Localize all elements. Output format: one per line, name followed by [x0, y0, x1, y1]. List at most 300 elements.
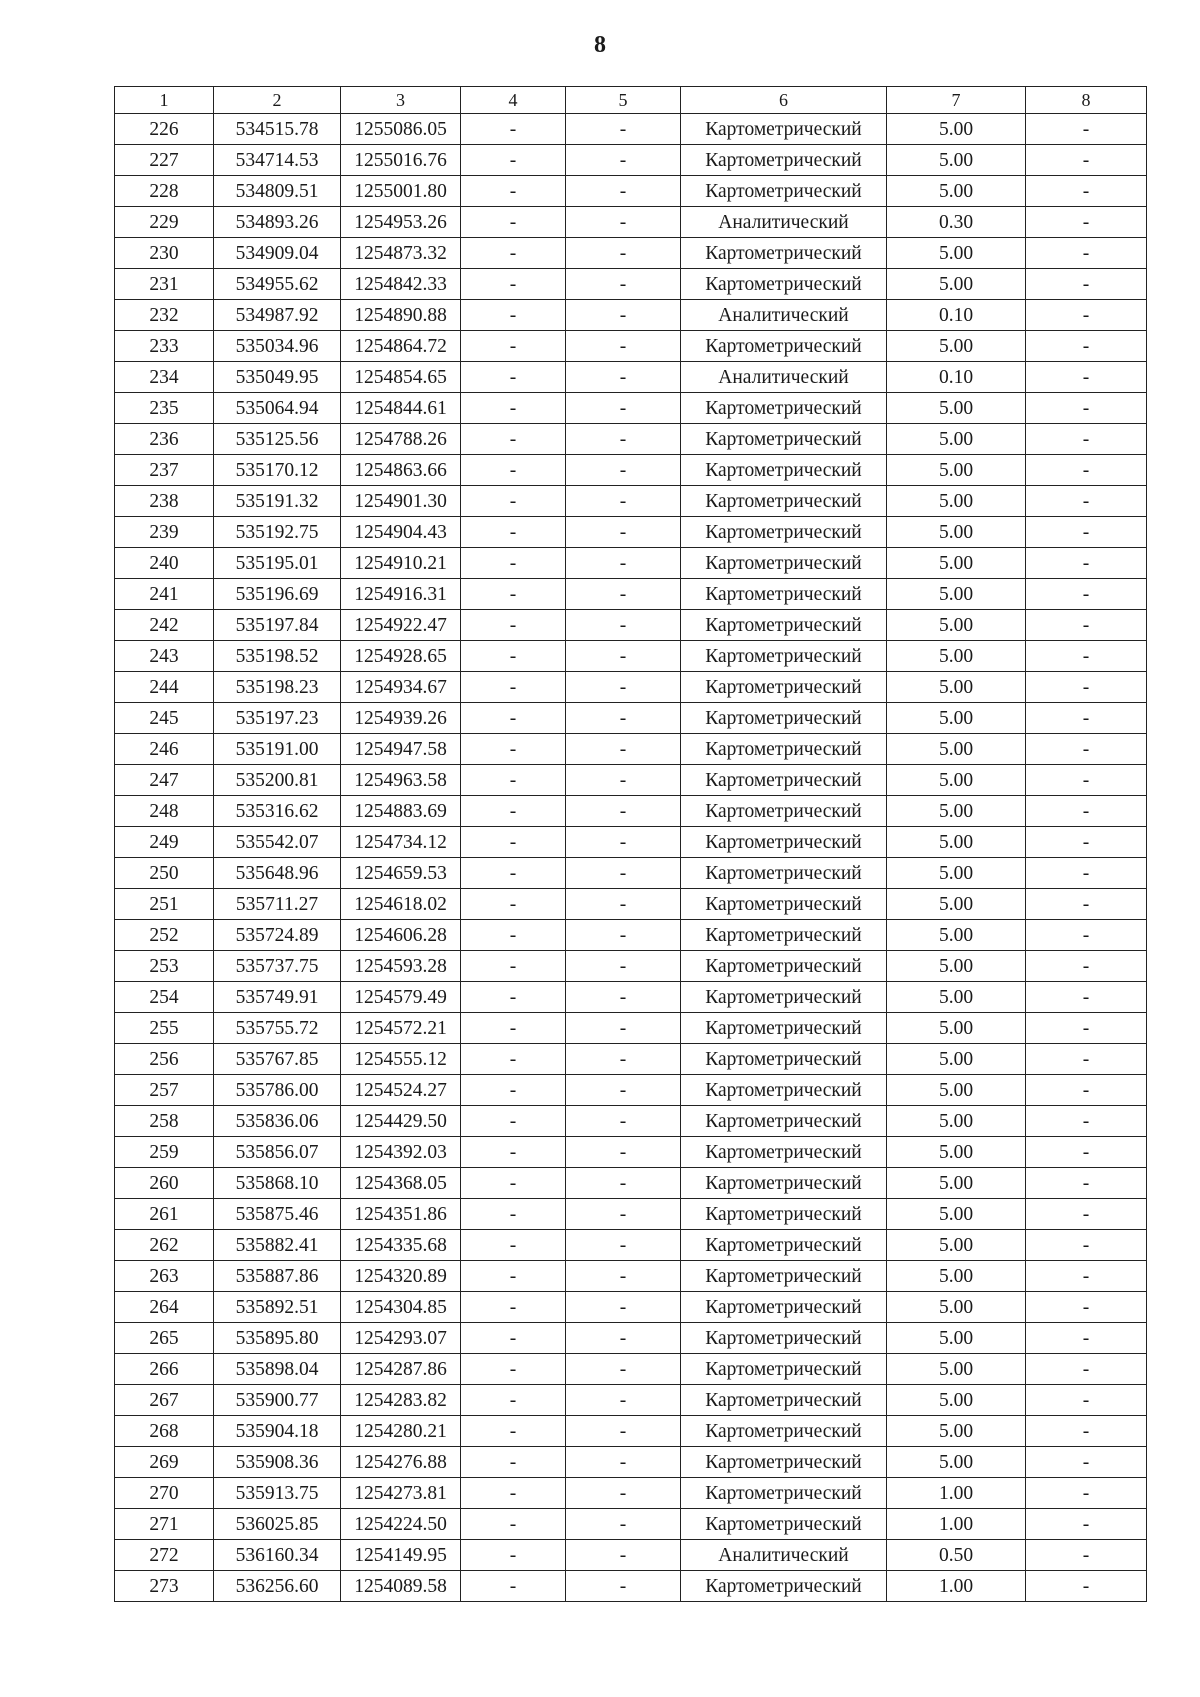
accuracy-cell: 5.00	[887, 703, 1026, 734]
point-number-cell: 230	[115, 238, 214, 269]
table-row	[115, 796, 1147, 827]
column-5-value-cell: -	[566, 517, 681, 548]
table-row	[115, 1106, 1147, 1137]
point-number-cell: 258	[115, 1106, 214, 1137]
column-8-value-cell: -	[1026, 858, 1147, 889]
table-row	[115, 269, 1147, 300]
column-8-value-cell: -	[1026, 1292, 1147, 1323]
accuracy-cell: 5.00	[887, 1230, 1026, 1261]
column-number-header: 2	[214, 87, 341, 114]
column-4-value-cell: -	[461, 1509, 566, 1540]
point-number-cell: 254	[115, 982, 214, 1013]
column-5-value-cell: -	[566, 951, 681, 982]
column-4-value-cell: -	[461, 610, 566, 641]
column-8-value-cell: -	[1026, 672, 1147, 703]
coordinate-y-cell: 1254863.66	[341, 455, 461, 486]
point-number-cell: 245	[115, 703, 214, 734]
coordinate-y-cell: 1254883.69	[341, 796, 461, 827]
method-cell: Картометрический	[681, 486, 887, 517]
column-8-value-cell: -	[1026, 1385, 1147, 1416]
table-row	[115, 579, 1147, 610]
column-5-value-cell: -	[566, 1044, 681, 1075]
point-number-cell: 261	[115, 1199, 214, 1230]
coordinate-y-cell: 1254593.28	[341, 951, 461, 982]
table-row	[115, 1354, 1147, 1385]
coordinate-x-cell: 535868.10	[214, 1168, 341, 1199]
table-row	[115, 703, 1147, 734]
coordinate-y-cell: 1254916.31	[341, 579, 461, 610]
point-number-cell: 228	[115, 176, 214, 207]
table-row	[115, 1447, 1147, 1478]
column-4-value-cell: -	[461, 734, 566, 765]
table-row	[115, 300, 1147, 331]
point-number-cell: 259	[115, 1137, 214, 1168]
coordinate-y-cell: 1254788.26	[341, 424, 461, 455]
column-5-value-cell: -	[566, 455, 681, 486]
column-4-value-cell: -	[461, 1571, 566, 1602]
column-4-value-cell: -	[461, 269, 566, 300]
table-row	[115, 672, 1147, 703]
table-row	[115, 331, 1147, 362]
column-5-value-cell: -	[566, 114, 681, 145]
column-8-value-cell: -	[1026, 114, 1147, 145]
column-5-value-cell: -	[566, 827, 681, 858]
table-row	[115, 1385, 1147, 1416]
table-row	[115, 486, 1147, 517]
coordinate-x-cell: 535749.91	[214, 982, 341, 1013]
point-number-cell: 229	[115, 207, 214, 238]
accuracy-cell: 1.00	[887, 1509, 1026, 1540]
coordinate-y-cell: 1254844.61	[341, 393, 461, 424]
coordinate-y-cell: 1254842.33	[341, 269, 461, 300]
coordinate-y-cell: 1254934.67	[341, 672, 461, 703]
column-5-value-cell: -	[566, 269, 681, 300]
coordinate-x-cell: 535125.56	[214, 424, 341, 455]
accuracy-cell: 5.00	[887, 765, 1026, 796]
table-row	[115, 1261, 1147, 1292]
coordinate-x-cell: 535191.32	[214, 486, 341, 517]
coordinate-y-cell: 1254606.28	[341, 920, 461, 951]
table-row	[115, 1199, 1147, 1230]
accuracy-cell: 5.00	[887, 827, 1026, 858]
coordinate-x-cell: 534515.78	[214, 114, 341, 145]
method-cell: Аналитический	[681, 207, 887, 238]
column-8-value-cell: -	[1026, 1230, 1147, 1261]
column-8-value-cell: -	[1026, 1044, 1147, 1075]
table-row	[115, 765, 1147, 796]
column-5-value-cell: -	[566, 1478, 681, 1509]
column-8-value-cell: -	[1026, 796, 1147, 827]
column-5-value-cell: -	[566, 1447, 681, 1478]
method-cell: Аналитический	[681, 1540, 887, 1571]
column-4-value-cell: -	[461, 1447, 566, 1478]
coordinate-y-cell: 1254928.65	[341, 641, 461, 672]
table-row	[115, 145, 1147, 176]
accuracy-cell: 5.00	[887, 796, 1026, 827]
point-number-cell: 265	[115, 1323, 214, 1354]
point-number-cell: 247	[115, 765, 214, 796]
coordinates-table	[114, 86, 1147, 1602]
accuracy-cell: 5.00	[887, 455, 1026, 486]
column-4-value-cell: -	[461, 796, 566, 827]
table-row	[115, 1230, 1147, 1261]
column-4-value-cell: -	[461, 579, 566, 610]
column-8-value-cell: -	[1026, 517, 1147, 548]
column-5-value-cell: -	[566, 1571, 681, 1602]
column-8-value-cell: -	[1026, 1106, 1147, 1137]
method-cell: Картометрический	[681, 1478, 887, 1509]
accuracy-cell: 5.00	[887, 145, 1026, 176]
column-8-value-cell: -	[1026, 238, 1147, 269]
column-5-value-cell: -	[566, 1261, 681, 1292]
column-8-value-cell: -	[1026, 362, 1147, 393]
column-number-header: 3	[341, 87, 461, 114]
column-5-value-cell: -	[566, 1199, 681, 1230]
point-number-cell: 244	[115, 672, 214, 703]
column-8-value-cell: -	[1026, 610, 1147, 641]
column-4-value-cell: -	[461, 207, 566, 238]
coordinate-x-cell: 535711.27	[214, 889, 341, 920]
coordinate-y-cell: 1254904.43	[341, 517, 461, 548]
column-4-value-cell: -	[461, 1540, 566, 1571]
column-8-value-cell: -	[1026, 1354, 1147, 1385]
table-row	[115, 920, 1147, 951]
accuracy-cell: 5.00	[887, 858, 1026, 889]
coordinate-x-cell: 535196.69	[214, 579, 341, 610]
method-cell: Картометрический	[681, 1509, 887, 1540]
coordinate-x-cell: 535197.84	[214, 610, 341, 641]
table-row	[115, 114, 1147, 145]
coordinate-x-cell: 535724.89	[214, 920, 341, 951]
table-row	[115, 641, 1147, 672]
column-8-value-cell: -	[1026, 734, 1147, 765]
column-5-value-cell: -	[566, 765, 681, 796]
table-row	[115, 734, 1147, 765]
column-5-value-cell: -	[566, 1137, 681, 1168]
accuracy-cell: 5.00	[887, 486, 1026, 517]
table-row	[115, 1540, 1147, 1571]
point-number-cell: 249	[115, 827, 214, 858]
method-cell: Картометрический	[681, 548, 887, 579]
column-4-value-cell: -	[461, 1478, 566, 1509]
column-8-value-cell: -	[1026, 1137, 1147, 1168]
point-number-cell: 273	[115, 1571, 214, 1602]
point-number-cell: 237	[115, 455, 214, 486]
coordinate-y-cell: 1254922.47	[341, 610, 461, 641]
coordinate-x-cell: 535195.01	[214, 548, 341, 579]
coordinate-x-cell: 535767.85	[214, 1044, 341, 1075]
accuracy-cell: 5.00	[887, 114, 1026, 145]
column-5-value-cell: -	[566, 858, 681, 889]
method-cell: Картометрический	[681, 610, 887, 641]
column-4-value-cell: -	[461, 951, 566, 982]
table-row	[115, 517, 1147, 548]
point-number-cell: 255	[115, 1013, 214, 1044]
point-number-cell: 250	[115, 858, 214, 889]
column-5-value-cell: -	[566, 796, 681, 827]
point-number-cell: 243	[115, 641, 214, 672]
method-cell: Картометрический	[681, 424, 887, 455]
column-8-value-cell: -	[1026, 1416, 1147, 1447]
column-5-value-cell: -	[566, 1540, 681, 1571]
column-5-value-cell: -	[566, 1106, 681, 1137]
method-cell: Картометрический	[681, 517, 887, 548]
point-number-cell: 226	[115, 114, 214, 145]
method-cell: Картометрический	[681, 858, 887, 889]
method-cell: Картометрический	[681, 765, 887, 796]
accuracy-cell: 5.00	[887, 1354, 1026, 1385]
column-4-value-cell: -	[461, 1261, 566, 1292]
column-8-value-cell: -	[1026, 1261, 1147, 1292]
table-row	[115, 610, 1147, 641]
accuracy-cell: 5.00	[887, 548, 1026, 579]
column-8-value-cell: -	[1026, 176, 1147, 207]
coordinate-x-cell: 535170.12	[214, 455, 341, 486]
method-cell: Картометрический	[681, 982, 887, 1013]
column-number-header: 1	[115, 87, 214, 114]
coordinate-x-cell: 535198.52	[214, 641, 341, 672]
table-row	[115, 362, 1147, 393]
coordinate-x-cell: 534909.04	[214, 238, 341, 269]
table-row	[115, 455, 1147, 486]
column-4-value-cell: -	[461, 517, 566, 548]
method-cell: Аналитический	[681, 362, 887, 393]
method-cell: Картометрический	[681, 641, 887, 672]
point-number-cell: 234	[115, 362, 214, 393]
point-number-cell: 235	[115, 393, 214, 424]
method-cell: Картометрический	[681, 734, 887, 765]
column-5-value-cell: -	[566, 1292, 681, 1323]
coordinate-y-cell: 1254224.50	[341, 1509, 461, 1540]
coordinate-x-cell: 535755.72	[214, 1013, 341, 1044]
coordinate-x-cell: 536025.85	[214, 1509, 341, 1540]
coordinate-y-cell: 1254368.05	[341, 1168, 461, 1199]
point-number-cell: 248	[115, 796, 214, 827]
column-5-value-cell: -	[566, 362, 681, 393]
table-row	[115, 858, 1147, 889]
column-number-header: 5	[566, 87, 681, 114]
coordinate-y-cell: 1254429.50	[341, 1106, 461, 1137]
table-row	[115, 1416, 1147, 1447]
coordinate-x-cell: 535737.75	[214, 951, 341, 982]
column-5-value-cell: -	[566, 1416, 681, 1447]
column-5-value-cell: -	[566, 548, 681, 579]
method-cell: Картометрический	[681, 672, 887, 703]
point-number-cell: 252	[115, 920, 214, 951]
point-number-cell: 262	[115, 1230, 214, 1261]
column-4-value-cell: -	[461, 858, 566, 889]
method-cell: Картометрический	[681, 1323, 887, 1354]
method-cell: Картометрический	[681, 703, 887, 734]
coordinate-x-cell: 535887.86	[214, 1261, 341, 1292]
method-cell: Картометрический	[681, 1137, 887, 1168]
accuracy-cell: 5.00	[887, 889, 1026, 920]
column-8-value-cell: -	[1026, 207, 1147, 238]
column-8-value-cell: -	[1026, 827, 1147, 858]
coordinate-y-cell: 1254089.58	[341, 1571, 461, 1602]
column-4-value-cell: -	[461, 486, 566, 517]
accuracy-cell: 5.00	[887, 1385, 1026, 1416]
column-4-value-cell: -	[461, 1013, 566, 1044]
column-5-value-cell: -	[566, 1385, 681, 1416]
coordinate-x-cell: 536256.60	[214, 1571, 341, 1602]
accuracy-cell: 5.00	[887, 1261, 1026, 1292]
column-4-value-cell: -	[461, 331, 566, 362]
coordinate-x-cell: 535786.00	[214, 1075, 341, 1106]
point-number-cell: 251	[115, 889, 214, 920]
method-cell: Картометрический	[681, 579, 887, 610]
coordinate-y-cell: 1255016.76	[341, 145, 461, 176]
coordinate-y-cell: 1254524.27	[341, 1075, 461, 1106]
column-5-value-cell: -	[566, 1075, 681, 1106]
column-4-value-cell: -	[461, 889, 566, 920]
table-body	[115, 87, 1147, 1602]
point-number-cell: 240	[115, 548, 214, 579]
column-4-value-cell: -	[461, 362, 566, 393]
method-cell: Картометрический	[681, 393, 887, 424]
point-number-cell: 272	[115, 1540, 214, 1571]
accuracy-cell: 5.00	[887, 238, 1026, 269]
coordinate-y-cell: 1254351.86	[341, 1199, 461, 1230]
column-5-value-cell: -	[566, 300, 681, 331]
column-4-value-cell: -	[461, 424, 566, 455]
coordinate-x-cell: 535198.23	[214, 672, 341, 703]
column-4-value-cell: -	[461, 1354, 566, 1385]
coordinate-y-cell: 1254953.26	[341, 207, 461, 238]
method-cell: Картометрический	[681, 455, 887, 486]
column-4-value-cell: -	[461, 238, 566, 269]
column-5-value-cell: -	[566, 176, 681, 207]
column-5-value-cell: -	[566, 331, 681, 362]
coordinate-y-cell: 1254283.82	[341, 1385, 461, 1416]
column-4-value-cell: -	[461, 1044, 566, 1075]
column-4-value-cell: -	[461, 765, 566, 796]
column-8-value-cell: -	[1026, 1540, 1147, 1571]
table-row	[115, 393, 1147, 424]
point-number-cell: 238	[115, 486, 214, 517]
coordinate-y-cell: 1254392.03	[341, 1137, 461, 1168]
column-8-value-cell: -	[1026, 1509, 1147, 1540]
accuracy-cell: 5.00	[887, 579, 1026, 610]
method-cell: Картометрический	[681, 827, 887, 858]
method-cell: Картометрический	[681, 269, 887, 300]
accuracy-cell: 5.00	[887, 1447, 1026, 1478]
column-4-value-cell: -	[461, 1199, 566, 1230]
column-8-value-cell: -	[1026, 300, 1147, 331]
table-row	[115, 548, 1147, 579]
column-8-value-cell: -	[1026, 548, 1147, 579]
table-row	[115, 238, 1147, 269]
coordinate-y-cell: 1254555.12	[341, 1044, 461, 1075]
coordinate-x-cell: 535049.95	[214, 362, 341, 393]
method-cell: Картометрический	[681, 1168, 887, 1199]
method-cell: Картометрический	[681, 1075, 887, 1106]
table-row	[115, 1292, 1147, 1323]
table-row	[115, 951, 1147, 982]
coordinate-y-cell: 1254734.12	[341, 827, 461, 858]
accuracy-cell: 5.00	[887, 982, 1026, 1013]
coordinate-x-cell: 535836.06	[214, 1106, 341, 1137]
column-8-value-cell: -	[1026, 1447, 1147, 1478]
coordinate-x-cell: 535191.00	[214, 734, 341, 765]
accuracy-cell: 5.00	[887, 951, 1026, 982]
method-cell: Картометрический	[681, 1571, 887, 1602]
coordinate-x-cell: 535197.23	[214, 703, 341, 734]
method-cell: Картометрический	[681, 1106, 887, 1137]
coordinate-x-cell: 534809.51	[214, 176, 341, 207]
column-number-header: 7	[887, 87, 1026, 114]
accuracy-cell: 5.00	[887, 1292, 1026, 1323]
column-5-value-cell: -	[566, 889, 681, 920]
point-number-cell: 242	[115, 610, 214, 641]
method-cell: Картометрический	[681, 114, 887, 145]
coordinate-x-cell: 535898.04	[214, 1354, 341, 1385]
coordinate-y-cell: 1254304.85	[341, 1292, 461, 1323]
column-4-value-cell: -	[461, 982, 566, 1013]
coordinate-y-cell: 1254572.21	[341, 1013, 461, 1044]
coordinate-x-cell: 535064.94	[214, 393, 341, 424]
column-5-value-cell: -	[566, 672, 681, 703]
coordinate-y-cell: 1254939.26	[341, 703, 461, 734]
column-8-value-cell: -	[1026, 920, 1147, 951]
coordinate-y-cell: 1254873.32	[341, 238, 461, 269]
table-row	[115, 1509, 1147, 1540]
accuracy-cell: 5.00	[887, 610, 1026, 641]
coordinate-x-cell: 535875.46	[214, 1199, 341, 1230]
column-4-value-cell: -	[461, 300, 566, 331]
method-cell: Картометрический	[681, 796, 887, 827]
column-8-value-cell: -	[1026, 145, 1147, 176]
table-row	[115, 1075, 1147, 1106]
method-cell: Картометрический	[681, 889, 887, 920]
point-number-cell: 231	[115, 269, 214, 300]
column-4-value-cell: -	[461, 1292, 566, 1323]
point-number-cell: 232	[115, 300, 214, 331]
column-4-value-cell: -	[461, 1168, 566, 1199]
point-number-cell: 269	[115, 1447, 214, 1478]
accuracy-cell: 1.00	[887, 1571, 1026, 1602]
accuracy-cell: 5.00	[887, 1416, 1026, 1447]
method-cell: Картометрический	[681, 1292, 887, 1323]
coordinate-y-cell: 1254335.68	[341, 1230, 461, 1261]
column-4-value-cell: -	[461, 1323, 566, 1354]
column-5-value-cell: -	[566, 641, 681, 672]
table-row	[115, 1044, 1147, 1075]
coordinate-x-cell: 535200.81	[214, 765, 341, 796]
coordinate-y-cell: 1254280.21	[341, 1416, 461, 1447]
column-5-value-cell: -	[566, 486, 681, 517]
method-cell: Картометрический	[681, 1447, 887, 1478]
coordinate-y-cell: 1254273.81	[341, 1478, 461, 1509]
table-header-row	[115, 87, 1147, 114]
point-number-cell: 263	[115, 1261, 214, 1292]
accuracy-cell: 5.00	[887, 1106, 1026, 1137]
point-number-cell: 233	[115, 331, 214, 362]
column-8-value-cell: -	[1026, 579, 1147, 610]
coordinate-y-cell: 1254149.95	[341, 1540, 461, 1571]
coordinate-y-cell: 1254910.21	[341, 548, 461, 579]
coordinate-x-cell: 534987.92	[214, 300, 341, 331]
coordinate-x-cell: 535900.77	[214, 1385, 341, 1416]
coordinate-y-cell: 1254947.58	[341, 734, 461, 765]
column-4-value-cell: -	[461, 672, 566, 703]
column-8-value-cell: -	[1026, 703, 1147, 734]
column-8-value-cell: -	[1026, 455, 1147, 486]
column-5-value-cell: -	[566, 734, 681, 765]
accuracy-cell: 0.50	[887, 1540, 1026, 1571]
point-number-cell: 257	[115, 1075, 214, 1106]
column-5-value-cell: -	[566, 393, 681, 424]
